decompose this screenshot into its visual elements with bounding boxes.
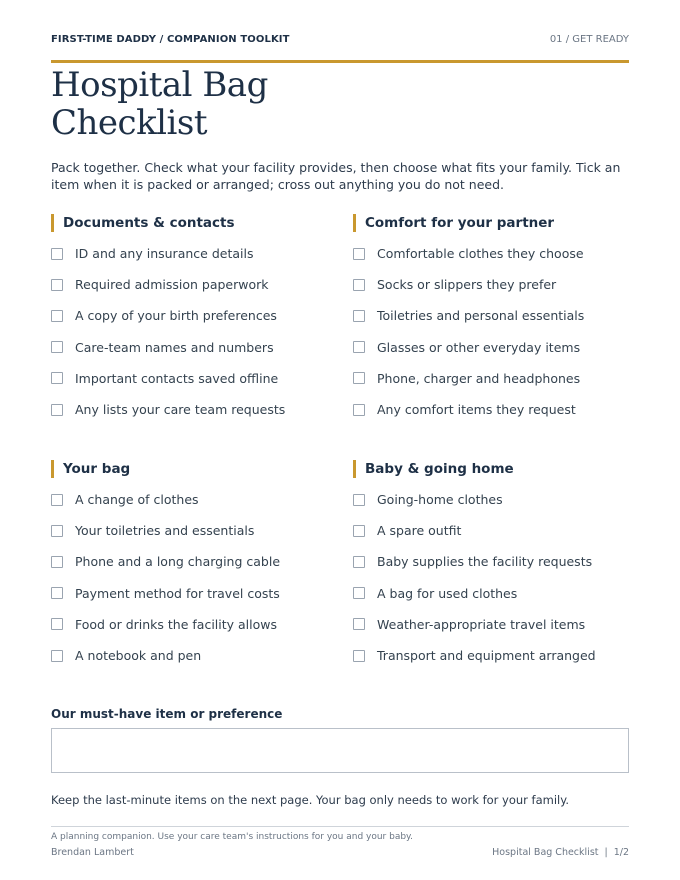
- item-label: A change of clothes: [75, 492, 199, 508]
- checklist-item[interactable]: [353, 332, 623, 363]
- checklist-item[interactable]: [51, 484, 321, 515]
- checklist-item[interactable]: [51, 394, 321, 425]
- checkbox[interactable]: [353, 525, 365, 537]
- item-label: A bag for used clothes: [377, 585, 518, 601]
- must-have-field[interactable]: [51, 728, 629, 773]
- checklist-item[interactable]: [353, 300, 623, 331]
- group-documents-contacts: [51, 214, 321, 425]
- checklist-item[interactable]: [51, 238, 321, 269]
- footer-rule: [51, 826, 629, 827]
- group-heading: Documents & contacts: [51, 214, 321, 232]
- checklist-item[interactable]: [353, 515, 623, 546]
- checklist-item[interactable]: [353, 238, 623, 269]
- footer-author: Brendan Lambert: [51, 847, 134, 858]
- item-label: Going-home clothes: [377, 492, 503, 508]
- must-have-label: Our must-have item or preference: [51, 707, 283, 721]
- group-heading: Comfort for your partner: [353, 214, 623, 232]
- item-label: Comfortable clothes they choose: [377, 246, 584, 262]
- item-label: Toiletries and personal essentials: [377, 308, 585, 324]
- item-label: Payment method for travel costs: [75, 585, 280, 601]
- checkbox[interactable]: [51, 525, 63, 537]
- checkbox[interactable]: [51, 279, 63, 291]
- group-your-bag: [51, 460, 321, 671]
- checkbox[interactable]: [51, 650, 63, 662]
- group-baby-going-home: [353, 460, 623, 671]
- group-comfort-partner: [353, 214, 623, 425]
- checkbox[interactable]: [353, 650, 365, 662]
- checkbox[interactable]: [51, 310, 63, 322]
- checkbox[interactable]: [51, 556, 63, 568]
- checklist-item[interactable]: [51, 578, 321, 609]
- checklist-item[interactable]: [353, 269, 623, 300]
- checklist-item[interactable]: [353, 546, 623, 577]
- checkbox[interactable]: [353, 341, 365, 353]
- checklist-item[interactable]: [353, 394, 623, 425]
- checkbox[interactable]: [353, 372, 365, 384]
- group-heading: Baby & going home: [353, 460, 623, 478]
- item-label: Glasses or other everyday items: [377, 339, 581, 355]
- top-bar: [51, 32, 629, 46]
- checklist-item[interactable]: [51, 640, 321, 671]
- checkbox[interactable]: [51, 404, 63, 416]
- footer-doc-title: Hospital Bag Checklist: [492, 847, 599, 858]
- checkbox[interactable]: [51, 618, 63, 630]
- item-label: Phone, charger and headphones: [377, 370, 581, 386]
- item-label: Your toiletries and essentials: [75, 523, 255, 539]
- checklist-item[interactable]: [51, 546, 321, 577]
- item-label: Required admission paperwork: [75, 277, 269, 293]
- item-label: Important contacts saved offline: [75, 370, 279, 386]
- checkbox[interactable]: [353, 404, 365, 416]
- checkbox[interactable]: [353, 279, 365, 291]
- footer-page-meta: [492, 847, 629, 858]
- item-label: A copy of your birth preferences: [75, 308, 277, 324]
- checklist-item[interactable]: [51, 332, 321, 363]
- item-label: ID and any insurance details: [75, 246, 254, 262]
- checkbox[interactable]: [51, 494, 63, 506]
- checkbox[interactable]: [51, 372, 63, 384]
- checklist-item[interactable]: [353, 484, 623, 515]
- checklist-item[interactable]: [353, 609, 623, 640]
- brand-label: FIRST-TIME DADDY / COMPANION TOOLKIT: [51, 33, 290, 45]
- checklist: [51, 484, 321, 671]
- item-label: Food or drinks the facility allows: [75, 616, 278, 632]
- checkbox[interactable]: [353, 556, 365, 568]
- section-label: 01 / GET READY: [549, 33, 629, 45]
- title-line-1: Hospital Bag: [51, 65, 268, 105]
- item-label: Any comfort items they request: [377, 402, 576, 418]
- checklist: [51, 238, 321, 425]
- checklist-item[interactable]: [51, 609, 321, 640]
- checkbox[interactable]: [51, 341, 63, 353]
- footer-separator: |: [604, 847, 608, 858]
- checkbox[interactable]: [353, 494, 365, 506]
- page-number: 1/2: [613, 847, 629, 858]
- intro-text: Pack together. Check what your facility provides, then choose what fits your family. Tick an item when it is packed or arranged; cross out anything you do not need.: [51, 160, 621, 192]
- closing-note: Keep the last-minute items on the next page. Your bag only needs to work for your family.: [51, 793, 570, 807]
- page-title: [51, 66, 268, 142]
- checkbox[interactable]: [353, 310, 365, 322]
- checklist: [353, 484, 623, 671]
- checkbox[interactable]: [353, 248, 365, 260]
- checklist-item[interactable]: [51, 300, 321, 331]
- checklist-item[interactable]: [51, 363, 321, 394]
- footer-disclaimer: A planning companion. Use your care team's instructions for you and your baby.: [51, 832, 413, 842]
- item-label: Phone and a long charging cable: [75, 554, 281, 570]
- header-rule: [51, 60, 629, 63]
- title-line-2: Checklist: [51, 103, 208, 143]
- item-label: Care-team names and numbers: [75, 339, 274, 355]
- group-heading: Your bag: [51, 460, 321, 478]
- item-label: Baby supplies the facility requests: [377, 554, 593, 570]
- item-label: Transport and equipment arranged: [377, 648, 596, 664]
- checklist-item[interactable]: [353, 363, 623, 394]
- item-label: Weather-appropriate travel items: [377, 616, 586, 632]
- checklist-item[interactable]: [353, 640, 623, 671]
- checklist: [353, 238, 623, 425]
- checklist-item[interactable]: [51, 515, 321, 546]
- checkbox[interactable]: [51, 248, 63, 260]
- item-label: A notebook and pen: [75, 648, 202, 664]
- item-label: Socks or slippers they prefer: [377, 277, 557, 293]
- item-label: A spare outfit: [377, 523, 462, 539]
- item-label: Any lists your care team requests: [75, 402, 286, 418]
- checkbox[interactable]: [353, 618, 365, 630]
- checklist-item[interactable]: [353, 578, 623, 609]
- checkbox[interactable]: [353, 587, 365, 599]
- checkbox[interactable]: [51, 587, 63, 599]
- checklist-item[interactable]: [51, 269, 321, 300]
